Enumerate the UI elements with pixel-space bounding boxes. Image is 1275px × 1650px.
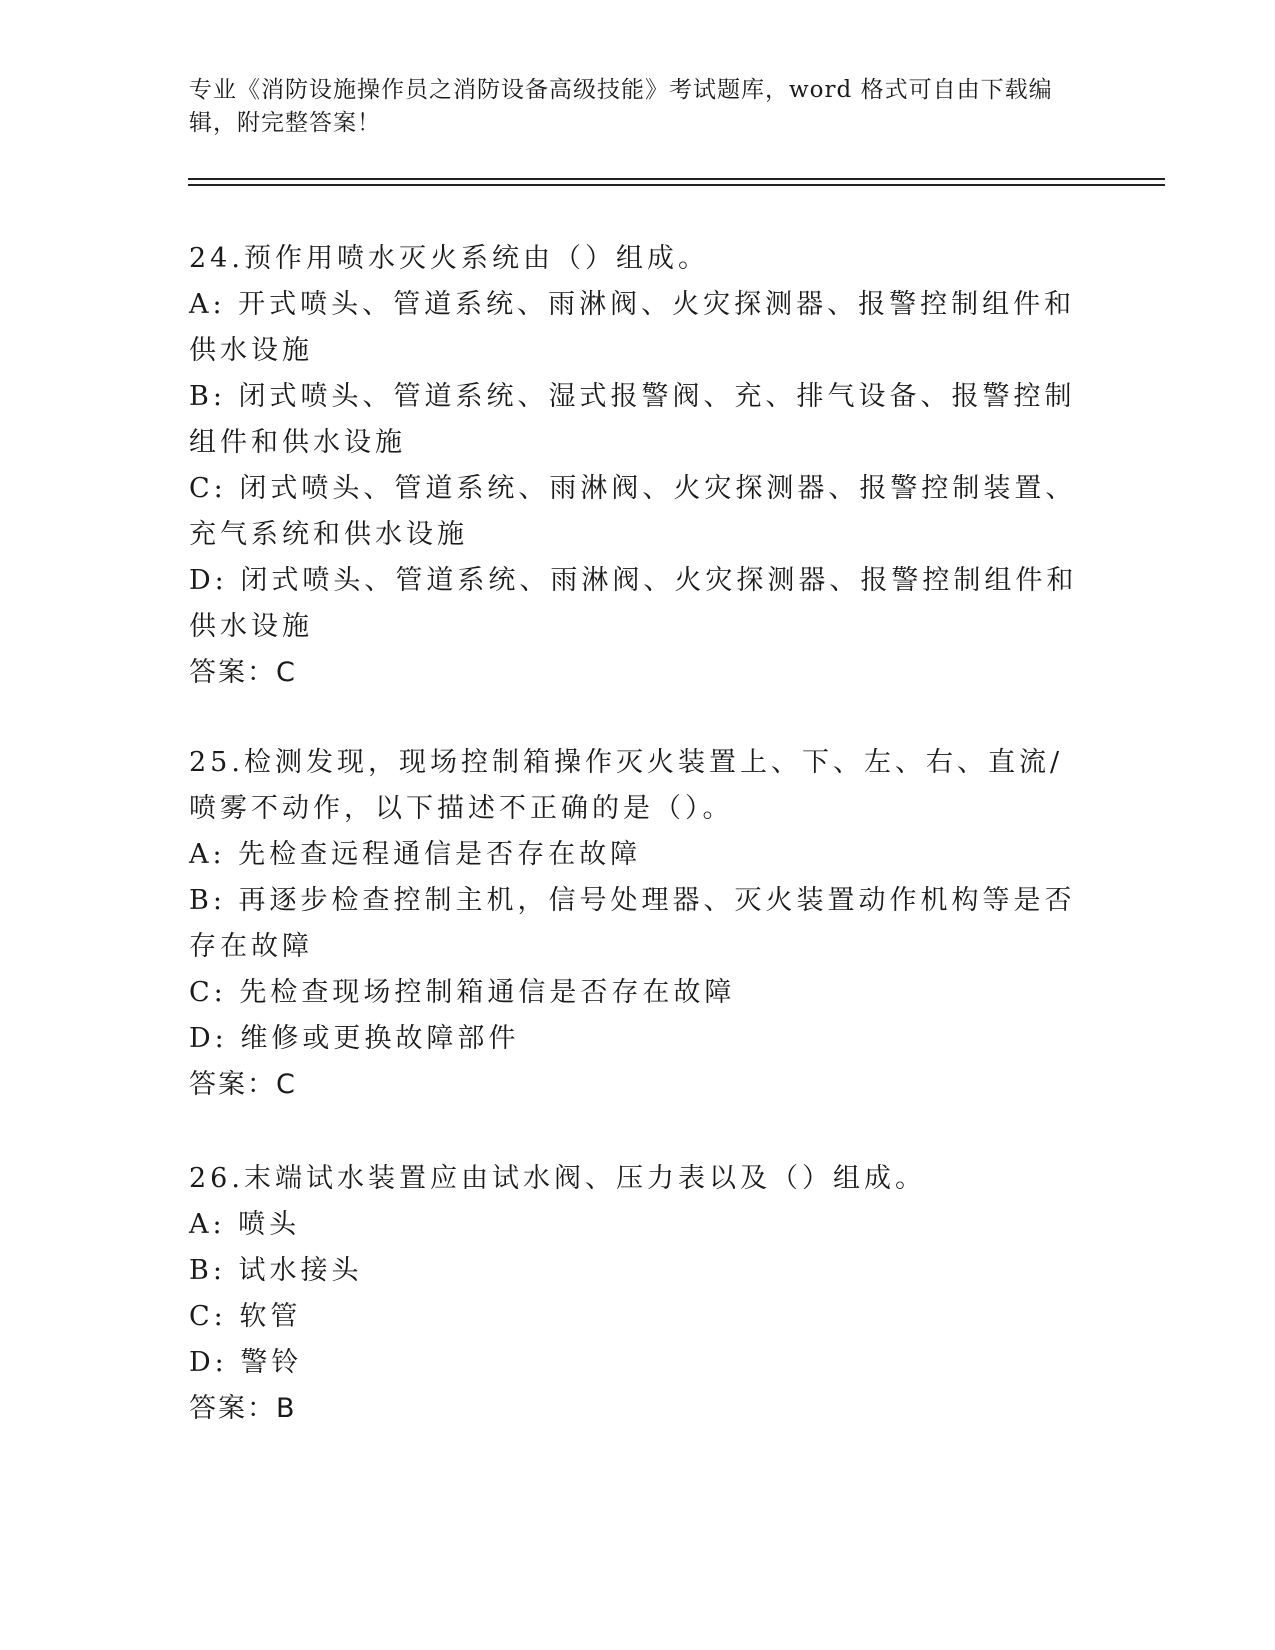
option-a: A: 喷头 — [189, 1209, 301, 1240]
document-header: 专业《消防设施操作员之消防设备高级技能》考试题库，word 格式可自由下载编辑，附完整答案！ — [189, 77, 1053, 136]
answer: 答案：C — [189, 1069, 297, 1100]
option-d: D: 维修或更换故障部件 — [189, 1023, 520, 1054]
question-stem: 25.检测发现，现场控制箱操作灭火装置上、下、左、右、直流/喷雾不动作，以下描述不正确的是（）。 — [189, 747, 1064, 824]
question-24 — [189, 236, 1089, 696]
option-d: D: 警铃 — [189, 1347, 303, 1378]
question-stem: 26.末端试水装置应由试水阀、压力表以及（）组成。 — [189, 1163, 926, 1194]
option-c: C: 先检查现场控制箱通信是否存在故障 — [189, 977, 736, 1008]
header-divider-top — [188, 178, 1165, 180]
option-b: B: 试水接头 — [189, 1255, 363, 1286]
answer: 答案：B — [189, 1393, 297, 1424]
option-b: B: 闭式喷头、管道系统、湿式报警阀、充、排气设备、报警控制组件和供水设施 — [189, 381, 1076, 458]
option-a: A: 先检查远程通信是否存在故障 — [189, 839, 642, 870]
option-d: D: 闭式喷头、管道系统、雨淋阀、火灾探测器、报警控制组件和供水设施 — [189, 565, 1078, 642]
answer: 答案：C — [189, 657, 297, 688]
question-stem: 24.预作用喷水灭火系统由（）组成。 — [189, 243, 709, 274]
option-c: C: 软管 — [189, 1301, 302, 1332]
option-a: A: 开式喷头、管道系统、雨淋阀、火灾探测器、报警控制组件和供水设施 — [189, 289, 1076, 366]
option-b: B: 再逐步检查控制主机，信号处理器、灭火装置动作机构等是否存在故障 — [189, 885, 1076, 962]
option-c: C: 闭式喷头、管道系统、雨淋阀、火灾探测器、报警控制装置、充气系统和供水设施 — [189, 473, 1077, 550]
question-25 — [189, 740, 1089, 1108]
header-divider-bottom — [188, 184, 1165, 186]
question-26 — [189, 1156, 1089, 1432]
